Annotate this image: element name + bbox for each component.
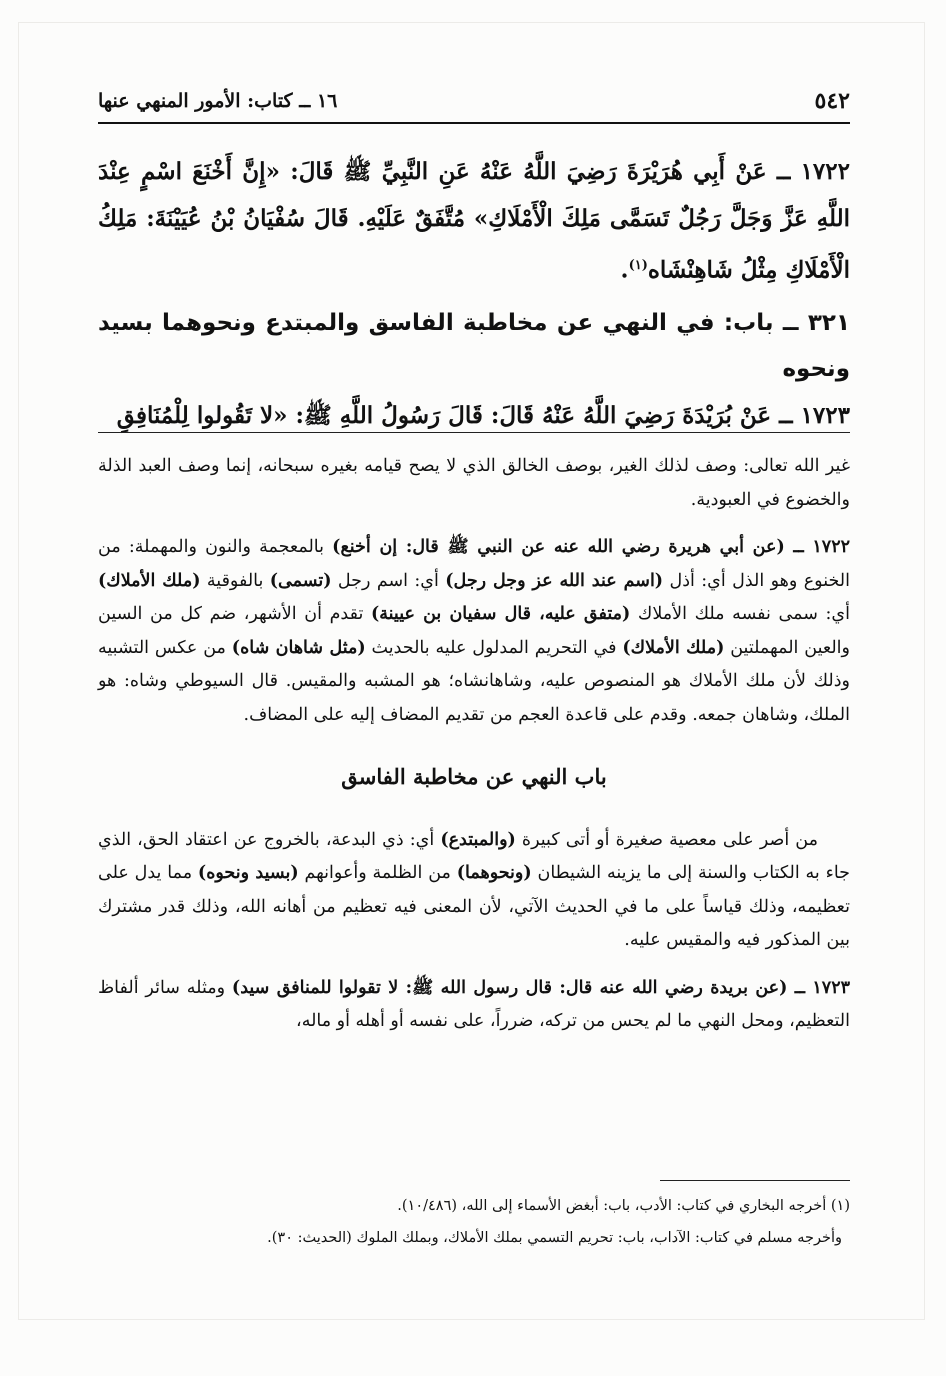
commentary-lemma: (ملك الأملاك) <box>622 637 725 658</box>
hadith-text-section <box>98 148 850 439</box>
commentary-lemma: (اسم عند الله عز وجل رجل) <box>445 570 664 591</box>
commentary-paragraph <box>98 824 850 958</box>
commentary-text: من أصر على معصية صغيرة أو أتى كبيرة <box>515 829 818 850</box>
commentary-paragraph <box>98 531 850 732</box>
page-header <box>98 82 850 124</box>
commentary-text: أي: سمى نفسه ملك الأملاك <box>630 604 850 624</box>
commentary-lemma: ١٧٢٢ ــ (عن أبي هريرة رضي الله عنه عن النبي ﷺ قال: إن أخنع) <box>332 537 851 557</box>
running-title: ١٦ ــ كتاب: الأمور المنهي عنها <box>98 90 338 112</box>
footnote-1: (١) أخرجه البخاري في كتاب: الأدب، باب: أبغض الأسماء إلى الله، (١٠/٤٨٦). <box>397 1198 850 1214</box>
footnote-ref-1[interactable]: (١) <box>628 258 648 273</box>
hadith-1722 <box>98 148 850 294</box>
hadith-1722-end: . <box>620 256 629 284</box>
commentary-lemma: (بسيد ونحوه) <box>197 863 299 883</box>
commentary-lemma: (تسمى) <box>269 570 332 591</box>
commentary-text: أي: اسم رجل <box>331 570 446 591</box>
commentary-paragraph <box>98 972 850 1039</box>
commentary-chapter-heading: باب النهي عن مخاطبة الفاسق <box>341 764 607 789</box>
commentary-paragraph: غير الله تعالى: وصف لذلك الغير، بوصف الخالق الذي لا يصح قيامه بغيره سبحانه، إنما وصف العبد الذلة والخضوع في العبودية. <box>98 456 850 510</box>
section-divider <box>98 432 850 433</box>
commentary-text: بالمعجمة والنون والمهملة: من الخنوع وهو الذل أي: أذل <box>98 537 850 591</box>
footnotes <box>98 1190 850 1254</box>
commentary-lemma: (ملك الأملاك) <box>98 570 201 591</box>
hadith-1723: ١٧٢٣ ــ عَنْ بُرَيْدَةَ رَضِيَ اللَّهُ عَنْهُ قَالَ: قَالَ رَسُولُ اللَّهِ ﷺ: «لا تَقُولوا لِلْمُنَافِقِ <box>116 401 850 429</box>
commentary-lemma: (والمبتدع) <box>440 829 516 850</box>
commentary-text: مما يدل على تعظيمه، وذلك قياساً على ما في الحديث الآتي، لأن المعنى فيه تعظيم من أهانه الله، وذلك قدر مشترك بين المذكور فيه والمقيس عليه. <box>98 863 850 950</box>
commentary-text: ومثله سائر ألفاظ التعظيم، ومحل النهي ما لم يحس من تركه، ضرراً، على نفسه أو أهله أو ماله، <box>98 977 850 1031</box>
commentary-lemma: (ونحوهما) <box>456 863 532 883</box>
page-number: ٥٤٢ <box>814 88 850 114</box>
commentary-text: بالفوقية <box>200 570 270 591</box>
footnote-1-continued: وأخرجه مسلم في كتاب: الآداب، باب: تحريم التسمي بملك الأملاك، وبملك الملوك (الحديث: ٣٠). <box>267 1230 842 1246</box>
commentary-text: في التحريم المدلول عليه بالحديث <box>365 637 623 658</box>
commentary-text: من الظلمة وأعوانهم <box>298 863 457 883</box>
commentary-text: من عكس التشبيه وذلك لأن ملك الأملاك هو المنصوص عليه، وشاهانشاه؛ هو المشبه والمقيس. قال السيوطي وشاه: هو الملك، وشاهان جمعه. وقدم على قاعدة العجم من تقديم المضاف إليه على المضاف. <box>98 637 850 725</box>
commentary-text: تقدم أن الأشهر، ضم كل من السين والعين المهملتين <box>98 604 850 658</box>
chapter-heading-321: ٣٢١ ــ باب: في النهي عن مخاطبة الفاسق والمبتدع ونحوهما بسيد ونحوه <box>98 309 850 382</box>
commentary-lemma: ١٧٢٣ ــ (عن بريدة رضي الله عنه قال: قال رسول الله ﷺ: لا تقولوا للمنافق سيد) <box>231 977 850 998</box>
commentary-lemma: (متفق عليه، قال سفيان بن عيينة) <box>370 604 631 624</box>
commentary-section <box>98 450 850 1039</box>
commentary-lemma: (مثل شاهان شاه) <box>231 637 366 658</box>
commentary-text: أي: ذي البدعة، بالخروج عن اعتقاد الحق، الذي جاء به الكتاب والسنة إلى ما يزينه الشيطان <box>98 829 850 883</box>
hadith-1722-text: ١٧٢٢ ــ عَنْ أَبِي هُرَيْرَةَ رَضِيَ اللَّهُ عَنْهُ عَنِ النَّبِيِّ ﷺ قَالَ: «إِنَّ أَخْنَعَ اسْمٍ عِنْدَ اللَّهِ عَزَّ وَجَلَّ رَجُلٌ تَسَمَّى مَلِكَ الْأَمْلَاكِ» مُتَّفَقٌ عَلَيْهِ. قَالَ سُفْيَانُ بْنُ عُيَيْنَةَ: مَلِكُ الْأَمْلَاكِ مِثْلُ شَاهِنْشَاه <box>98 158 851 284</box>
footnote-divider <box>660 1180 850 1181</box>
